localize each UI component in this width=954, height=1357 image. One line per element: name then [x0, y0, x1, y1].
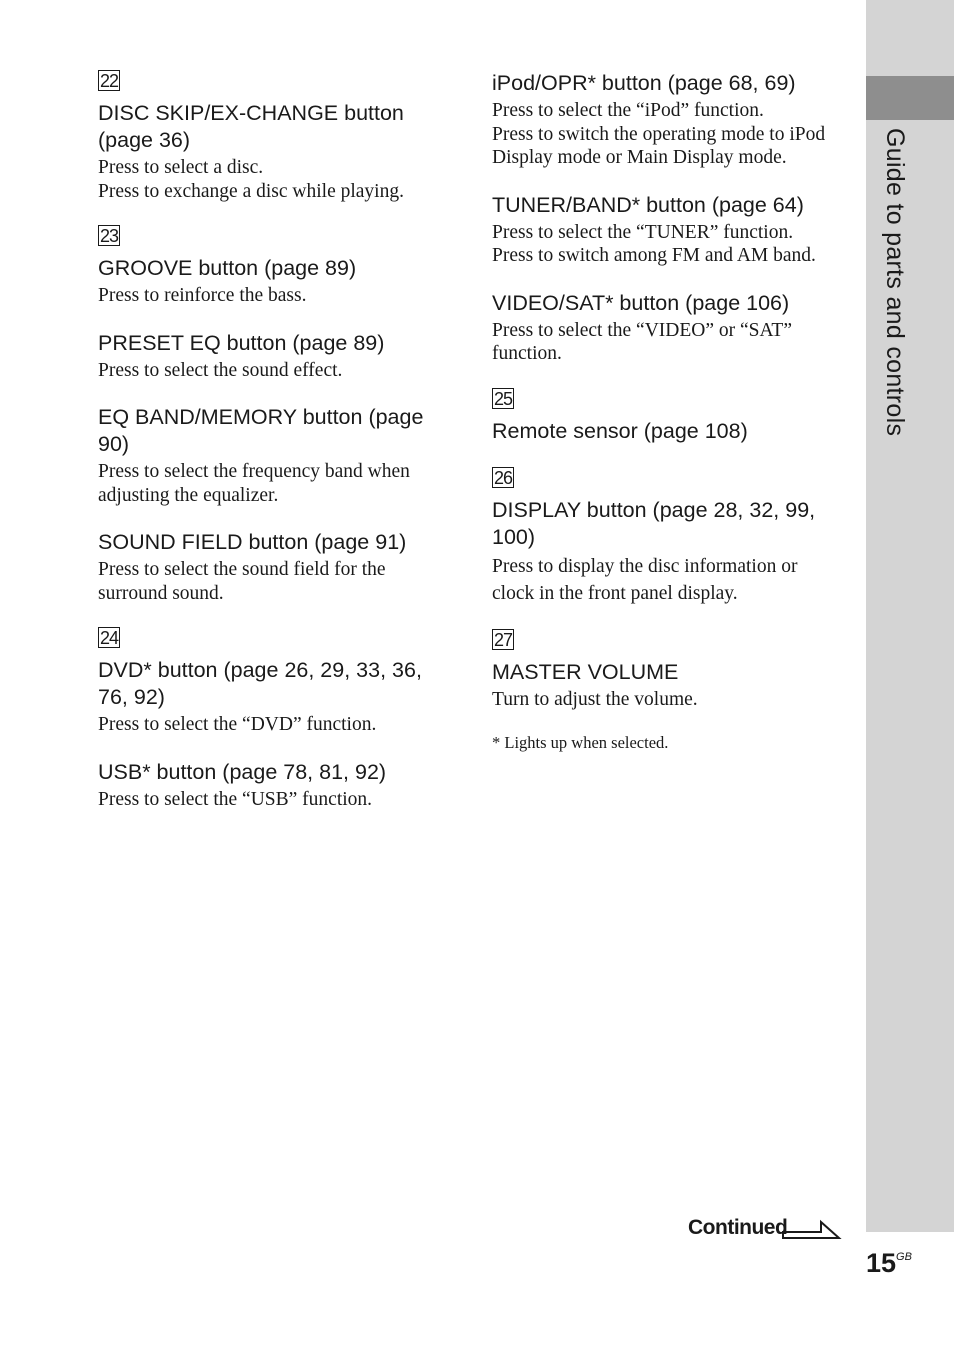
entry-desc: Turn to adjust the volume. — [492, 688, 698, 710]
entry-title: DISC SKIP/EX-CHANGE button (page 36) — [98, 101, 404, 152]
entry-title: GROOVE button (page 89) — [98, 256, 357, 280]
continued-label: Continued — [688, 1216, 788, 1239]
entry-display — [492, 497, 842, 607]
entry-desc: Press to select the “DVD” function. — [98, 714, 377, 735]
left-column — [98, 70, 448, 811]
entry-desc: Press to select the “iPod” function. Press to switch the operating mode to iPod Display mode or Main Display mode. — [492, 100, 826, 168]
entry-desc: Press to select a disc. Press to exchange a disc while playing. — [98, 157, 404, 202]
entry-sound-field — [98, 529, 448, 605]
item-number-27: 27 — [494, 629, 513, 650]
entry-disc-skip — [98, 100, 448, 203]
entry-dvd — [98, 657, 448, 737]
entry-title: VIDEO/SAT* button (page 106) — [492, 290, 790, 315]
footnote: * Lights up when selected. — [492, 733, 669, 752]
entry-desc: Press to display the disc information or clock in the front panel display. — [492, 555, 798, 604]
side-tab-marker — [866, 76, 954, 120]
entry-desc: Press to select the sound field for the surround sound. — [98, 559, 386, 604]
item-number-24: 24 — [100, 628, 119, 648]
entry-remote-sensor — [492, 418, 842, 445]
entry-title: TUNER/BAND* button (page 64) — [492, 192, 804, 217]
item-number-22: 22 — [100, 71, 119, 91]
entry-groove — [98, 255, 448, 308]
entry-title: EQ BAND/MEMORY button (page 90) — [98, 405, 424, 456]
entry-title: SOUND FIELD button (page 91) — [98, 530, 407, 554]
entry-video — [492, 290, 842, 366]
entry-title: PRESET EQ button (page 89) — [98, 330, 385, 355]
entry-title: MASTER VOLUME — [492, 659, 679, 684]
entry-eq-band — [98, 404, 448, 507]
entry-desc: Press to select the “TUNER” function. Press to switch among FM and AM band. — [492, 221, 816, 266]
entry-desc: Press to reinforce the bass. — [98, 285, 307, 306]
entry-master-volume — [492, 659, 842, 712]
item-number-23: 23 — [100, 226, 119, 246]
continued-arrow-icon — [781, 1218, 843, 1242]
section-label: Guide to parts and controls — [881, 128, 909, 437]
entry-desc: Press to select the sound effect. — [98, 359, 343, 381]
entry-title: DVD* button (page 26, 29, 33, 36, 76, 92) — [98, 658, 422, 709]
entry-preset-eq — [98, 330, 448, 383]
page-suffix: GB — [896, 1251, 912, 1263]
entry-title: iPod/OPR* button (page 68, 69) — [492, 71, 796, 95]
entry-desc: Press to select the frequency band when adjusting the equalizer. — [98, 461, 410, 506]
item-number-25: 25 — [494, 388, 513, 409]
entry-usb — [98, 759, 448, 812]
page-number: $15^{GB}$ — [866, 1248, 912, 1278]
entry-desc: Press to select the “VIDEO” or “SAT” function. — [492, 319, 792, 364]
entry-title: Remote sensor (page 108) — [492, 418, 748, 443]
entry-tuner — [492, 192, 842, 268]
entry-desc: Press to select the “USB” function. — [98, 788, 373, 810]
item-number-26: 26 — [494, 467, 513, 488]
entry-title: USB* button (page 78, 81, 92) — [98, 759, 387, 784]
entry-ipod — [492, 70, 842, 170]
entry-title: DISPLAY button (page 28, 32, 99, 100) — [492, 497, 816, 549]
right-column — [492, 70, 842, 753]
